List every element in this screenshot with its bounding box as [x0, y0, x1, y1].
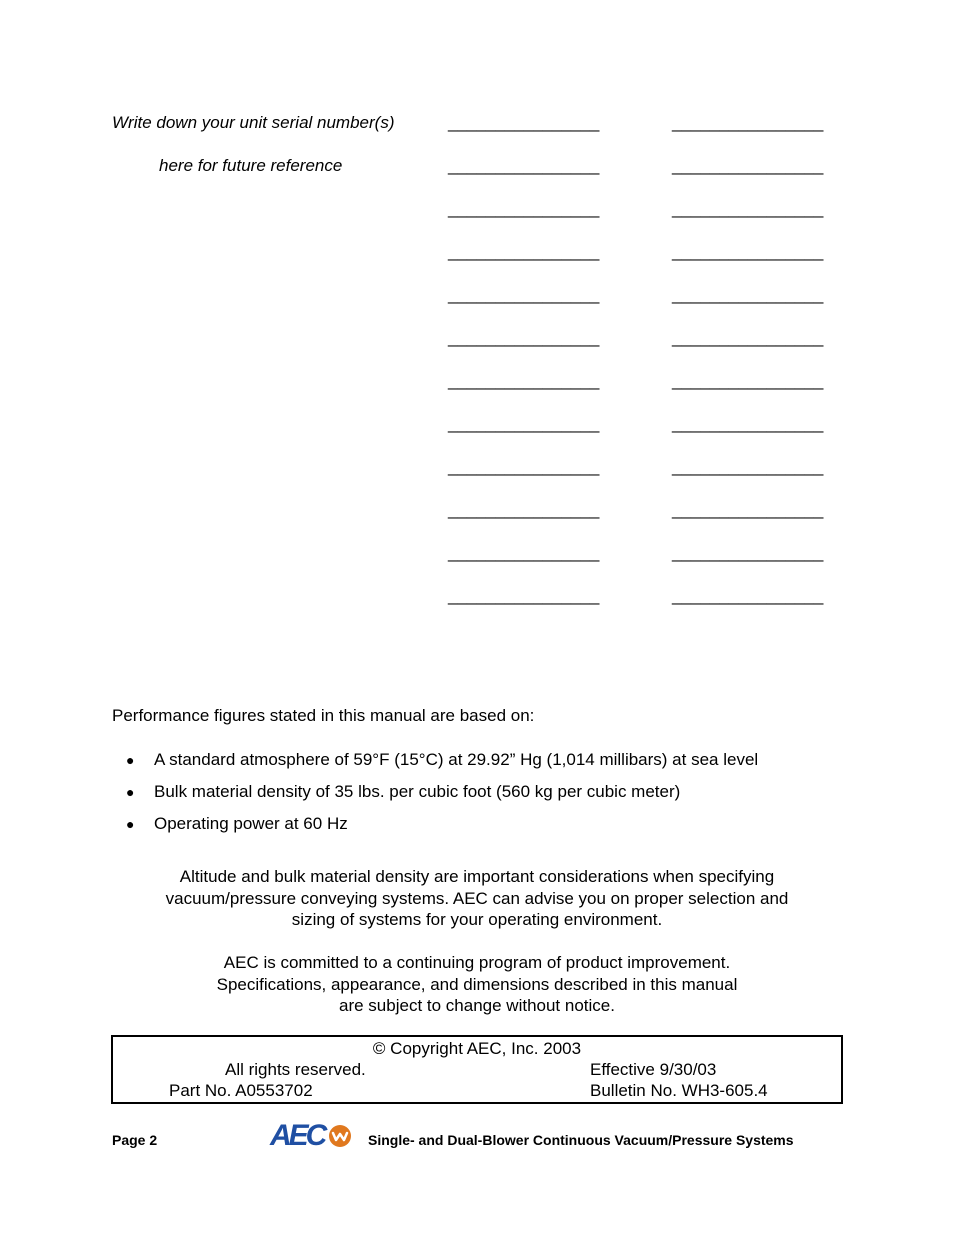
serial-number-blank: ________________ [448, 156, 600, 175]
list-item [126, 750, 758, 782]
list-item [126, 782, 758, 814]
serial-number-blank: ________________ [448, 457, 600, 476]
performance-bullet-list [126, 750, 758, 846]
notice-line: Specifications, appearance, and dimensions described in this manual [216, 974, 738, 994]
serial-number-blank: ________________ [448, 414, 600, 433]
serial-number-blank: ________________ [448, 242, 600, 261]
bulletin-number: Bulletin No. WH3-605.4 [590, 1081, 768, 1100]
serial-number-blank: ________________ [672, 500, 824, 519]
bullet-text: A standard atmosphere of 59°F (15°C) at 29.92” Hg (1,014 millibars) at sea level [154, 750, 759, 769]
serial-number-blank: ________________ [672, 285, 824, 304]
serial-instruction-line2: here for future reference [159, 156, 343, 175]
bullet-icon: ● [126, 816, 135, 832]
performance-intro: Performance figures stated in this manual are based on: [112, 706, 535, 725]
aec-logo-text: AEC [270, 1119, 325, 1152]
aec-logo-mark-icon [328, 1124, 352, 1148]
notice-line: sizing of systems for your operating environment. [291, 910, 663, 929]
serial-number-blank: ________________ [672, 586, 824, 605]
list-item [126, 814, 758, 846]
serial-number-blank: ________________ [672, 371, 824, 390]
effective-date: Effective 9/30/03 [590, 1060, 717, 1079]
document-title: Single- and Dual-Blower Continuous Vacuum/Pressure Systems [368, 1132, 794, 1148]
serial-number-blank: ________________ [672, 113, 824, 132]
serial-number-blank: ________________ [672, 242, 824, 261]
copyright-title: © Copyright AEC, Inc. 2003 [372, 1039, 582, 1058]
page-number: Page 2 [112, 1132, 158, 1148]
bullet-text: Bulk material density of 35 lbs. per cubic foot (560 kg per cubic meter) [154, 782, 681, 801]
bullet-icon: ● [126, 752, 135, 768]
serial-number-blank: ________________ [448, 113, 600, 132]
bullet-icon: ● [126, 784, 135, 800]
notice-line: vacuum/pressure conveying systems. AEC can advise you on proper selection and [165, 888, 789, 908]
serial-number-blank: ________________ [672, 414, 824, 433]
copyright-box [111, 1035, 843, 1104]
improvement-notice [112, 952, 842, 1017]
serial-instruction-line1: Write down your unit serial number(s) [112, 113, 395, 132]
serial-number-blank: ________________ [448, 543, 600, 562]
serial-number-blank: ________________ [448, 328, 600, 347]
serial-number-blank: ________________ [672, 199, 824, 218]
serial-number-blank: ________________ [672, 156, 824, 175]
serial-number-blank: ________________ [448, 199, 600, 218]
serial-number-blank: ________________ [448, 586, 600, 605]
bullet-text: Operating power at 60 Hz [154, 814, 348, 833]
notice-line: Altitude and bulk material density are important considerations when specifying [179, 867, 775, 886]
altitude-notice [112, 866, 842, 931]
notice-line: AEC is committed to a continuing program of product improvement. [223, 953, 731, 972]
serial-number-blank: ________________ [448, 285, 600, 304]
notice-line: are subject to change without notice. [339, 996, 615, 1015]
aec-logo [270, 1121, 352, 1151]
serial-number-blank: ________________ [672, 543, 824, 562]
serial-number-blank: ________________ [672, 328, 824, 347]
serial-number-blank: ________________ [448, 371, 600, 390]
part-number: Part No. A0553702 [169, 1081, 313, 1100]
rights-reserved: All rights reserved. [225, 1060, 366, 1079]
serial-number-blank: ________________ [672, 457, 824, 476]
serial-number-blank: ________________ [448, 500, 600, 519]
